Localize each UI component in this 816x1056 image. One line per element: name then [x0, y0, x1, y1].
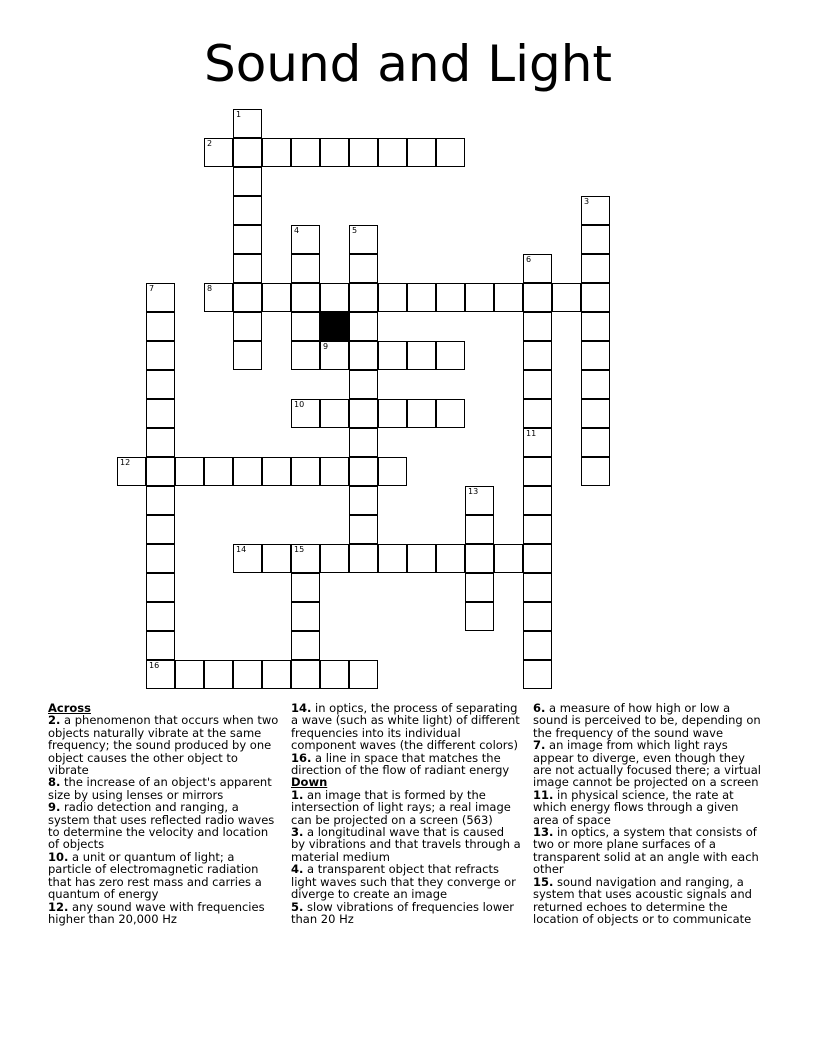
- grid-cell[interactable]: [581, 457, 610, 486]
- grid-cell[interactable]: [262, 660, 291, 689]
- cell-number: 16: [149, 661, 160, 670]
- grid-cell[interactable]: [523, 428, 552, 457]
- clue-across-8: 8. the increase of an object's apparent size by using lenses or mirrors: [48, 775, 272, 802]
- grid-cell[interactable]: [581, 225, 610, 254]
- page-title: Sound and Light: [203, 35, 613, 93]
- clue-across-9: 9. radio detection and ranging, a system that uses reflected radio waves to determine the velocity and location of objects: [48, 800, 275, 852]
- grid-cell[interactable]: [349, 225, 378, 254]
- cell-number: 13: [468, 487, 479, 496]
- grid-cell[interactable]: [146, 544, 175, 573]
- grid-cell[interactable]: [349, 312, 378, 341]
- grid-cell[interactable]: [291, 225, 320, 254]
- grid-cell[interactable]: [291, 254, 320, 283]
- grid-cell[interactable]: [233, 544, 262, 573]
- grid-cell[interactable]: [349, 428, 378, 457]
- cell-number: 3: [584, 197, 590, 206]
- grid-cell[interactable]: [523, 486, 552, 515]
- grid-cell[interactable]: [262, 138, 291, 167]
- grid-cell[interactable]: [407, 138, 436, 167]
- grid-cell[interactable]: [146, 631, 175, 660]
- grid-cell[interactable]: [291, 399, 320, 428]
- grid-cell[interactable]: [465, 283, 494, 312]
- grid-cell[interactable]: [581, 341, 610, 370]
- grid-cell[interactable]: [320, 138, 349, 167]
- grid-cell[interactable]: [407, 341, 436, 370]
- grid-cell[interactable]: [349, 283, 378, 312]
- grid-cell[interactable]: [233, 660, 262, 689]
- grid-cell[interactable]: [146, 573, 175, 602]
- grid-cell[interactable]: [407, 283, 436, 312]
- cell-number: 1: [236, 110, 242, 119]
- grid-cell[interactable]: [291, 341, 320, 370]
- grid-cell[interactable]: [494, 544, 523, 573]
- clue-column-2: [291, 702, 521, 925]
- grid-cell[interactable]: [291, 312, 320, 341]
- cell-number: 6: [526, 255, 532, 264]
- grid-cell[interactable]: [494, 283, 523, 312]
- grid-cell[interactable]: [349, 138, 378, 167]
- grid-cell[interactable]: [523, 254, 552, 283]
- grid-cell[interactable]: [320, 660, 349, 689]
- grid-cell[interactable]: [523, 399, 552, 428]
- grid-cell[interactable]: [349, 544, 378, 573]
- cell-number: 4: [294, 226, 300, 235]
- grid-cell[interactable]: [291, 660, 320, 689]
- grid-cell[interactable]: [523, 602, 552, 631]
- grid-cell[interactable]: [320, 341, 349, 370]
- grid-cell[interactable]: [349, 660, 378, 689]
- grid-cell[interactable]: [465, 486, 494, 515]
- grid-cell[interactable]: [407, 544, 436, 573]
- cell-number: 11: [526, 429, 537, 438]
- cell-number: 5: [352, 226, 358, 235]
- grid-cell[interactable]: [291, 573, 320, 602]
- clue-across-16: 16. a line in space that matches the direction of the flow of radiant energy: [291, 750, 510, 778]
- grid-cell[interactable]: [523, 515, 552, 544]
- grid-cell[interactable]: [233, 283, 262, 312]
- grid-cell[interactable]: [378, 399, 407, 428]
- grid-cell[interactable]: [378, 544, 407, 573]
- clue-down-15: 15. sound navigation and ranging, a system that uses acoustic signals and returned echoes to determine the location of objects or to communicate: [533, 874, 752, 926]
- grid-cell[interactable]: [262, 283, 291, 312]
- grid-cell[interactable]: [552, 283, 581, 312]
- grid-cell[interactable]: [146, 515, 175, 544]
- grid-cell[interactable]: [349, 399, 378, 428]
- cell-number: 15: [294, 545, 305, 554]
- cell-number: 10: [294, 400, 305, 409]
- grid-cell[interactable]: [581, 399, 610, 428]
- grid-cell[interactable]: [262, 457, 291, 486]
- grid-cell[interactable]: [146, 312, 175, 341]
- clue-down-11: 11. in physical science, the rate at which energy flows through a given area of space: [533, 787, 739, 827]
- grid-cell[interactable]: [204, 138, 233, 167]
- grid-cell[interactable]: [175, 457, 204, 486]
- grid-cell[interactable]: [581, 283, 610, 312]
- grid-cell[interactable]: [581, 312, 610, 341]
- grid-cell[interactable]: [233, 457, 262, 486]
- clue-down-3: 3. a longitudinal wave that is caused by vibrations and that travels through a material medium: [291, 825, 521, 864]
- grid-cell[interactable]: [146, 341, 175, 370]
- grid-cell[interactable]: [146, 283, 175, 312]
- down-heading: Down: [291, 775, 328, 790]
- grid-cell[interactable]: [436, 341, 465, 370]
- grid-cell[interactable]: [117, 457, 146, 486]
- grid-cell[interactable]: [436, 544, 465, 573]
- grid-cell[interactable]: [523, 457, 552, 486]
- across-heading: Across: [48, 701, 91, 715]
- grid-cell[interactable]: [378, 138, 407, 167]
- grid-cell[interactable]: [204, 457, 233, 486]
- clue-down-6: 6. a measure of how high or low a sound is perceived to be, depending on the frequency of the sound wave: [533, 701, 761, 740]
- grid-cell[interactable]: [320, 544, 349, 573]
- grid-cell[interactable]: [523, 312, 552, 341]
- grid-cell[interactable]: [204, 283, 233, 312]
- grid-cell[interactable]: [523, 341, 552, 370]
- grid-cell[interactable]: [146, 370, 175, 399]
- grid-cell[interactable]: [349, 486, 378, 515]
- grid-cell[interactable]: [465, 602, 494, 631]
- grid-cell[interactable]: [349, 515, 378, 544]
- grid-cell[interactable]: [291, 631, 320, 660]
- cell-number: 8: [207, 284, 213, 293]
- grid-cell[interactable]: [291, 283, 320, 312]
- grid-cell[interactable]: [581, 428, 610, 457]
- clue-down-5: 5. slow vibrations of frequencies lower than 20 Hz: [291, 899, 515, 926]
- clue-across-2: 2. a phenomenon that occurs when two objects naturally vibrate at the same frequency; the sound produced by one object causes the other object to vibrate: [48, 713, 279, 778]
- clue-down-13: 13. in optics, a system that consists of two or more plane surfaces of a transparent solid at an angle with each other: [533, 825, 759, 877]
- grid-cell[interactable]: [320, 399, 349, 428]
- grid-cell[interactable]: [175, 660, 204, 689]
- grid-cell[interactable]: [349, 370, 378, 399]
- grid-cell[interactable]: [320, 457, 349, 486]
- grid-cell[interactable]: [378, 283, 407, 312]
- grid-cell[interactable]: [233, 196, 262, 225]
- grid-cell[interactable]: [233, 312, 262, 341]
- grid-cell[interactable]: [233, 138, 262, 167]
- grid-cell[interactable]: [523, 283, 552, 312]
- grid-cell[interactable]: [291, 602, 320, 631]
- grid-cell[interactable]: [233, 167, 262, 196]
- grid-cell[interactable]: [465, 573, 494, 602]
- grid-cell[interactable]: [523, 573, 552, 602]
- clue-down-1: 1. an image that is formed by the intersection of light rays; a real image can be projected on a screen (563): [291, 787, 511, 827]
- grid-cell[interactable]: [262, 544, 291, 573]
- grid-cell[interactable]: [320, 283, 349, 312]
- grid-cell[interactable]: [146, 457, 175, 486]
- grid-cell[interactable]: [291, 544, 320, 573]
- grid-cell[interactable]: [233, 254, 262, 283]
- grid-cell[interactable]: [581, 196, 610, 225]
- grid-cell[interactable]: [436, 283, 465, 312]
- grid-cell[interactable]: [146, 486, 175, 515]
- grid-cell[interactable]: [146, 660, 175, 689]
- grid-cell[interactable]: [204, 660, 233, 689]
- grid-cell[interactable]: [233, 109, 262, 138]
- grid-cell[interactable]: [291, 457, 320, 486]
- grid-cell[interactable]: [233, 341, 262, 370]
- grid-cell[interactable]: [291, 138, 320, 167]
- clue-column-3: [533, 702, 765, 925]
- grid-cell[interactable]: [465, 515, 494, 544]
- grid-cell[interactable]: [233, 225, 262, 254]
- grid-cell[interactable]: [436, 399, 465, 428]
- grid-cell[interactable]: [581, 254, 610, 283]
- cell-number: 14: [236, 545, 247, 554]
- clue-down-7: 7. an image from which light rays appear to diverge, even though they are not actually focused there; a virtual image cannot be projected on a screen: [533, 738, 761, 790]
- cell-number: 12: [120, 458, 131, 467]
- grid-cell[interactable]: [523, 631, 552, 660]
- grid-cell[interactable]: [378, 457, 407, 486]
- grid-cell[interactable]: [378, 341, 407, 370]
- grid-cell[interactable]: [581, 370, 610, 399]
- grid-block: [320, 312, 349, 341]
- grid-cell[interactable]: [146, 399, 175, 428]
- grid-cell[interactable]: [146, 602, 175, 631]
- grid-cell[interactable]: [523, 660, 552, 689]
- cell-number: 2: [207, 139, 213, 148]
- grid-cell[interactable]: [407, 399, 436, 428]
- cell-number: 7: [149, 284, 155, 293]
- grid-cell[interactable]: [523, 370, 552, 399]
- grid-cell[interactable]: [349, 254, 378, 283]
- clue-column-1: [48, 702, 280, 925]
- grid-cell[interactable]: [523, 544, 552, 573]
- grid-cell[interactable]: [146, 428, 175, 457]
- grid-cell[interactable]: [349, 457, 378, 486]
- clue-across-12: 12. any sound wave with frequencies higher than 20,000 Hz: [48, 899, 265, 926]
- clue-across-14: 14. in optics, the process of separating a wave (such as white light) of different frequencies into its individual component waves (the different colors): [291, 701, 520, 753]
- clue-down-4: 4. a transparent object that refracts light waves such that they converge or diverge to create an image: [291, 862, 516, 902]
- cell-number: 9: [323, 342, 329, 351]
- grid-cell[interactable]: [436, 138, 465, 167]
- grid-cell[interactable]: [349, 341, 378, 370]
- clue-across-10: 10. a unit or quantum of light; a particle of electromagnetic radiation that has zero rest mass and carries a quantum of energy: [48, 849, 262, 902]
- grid-cell[interactable]: [465, 544, 494, 573]
